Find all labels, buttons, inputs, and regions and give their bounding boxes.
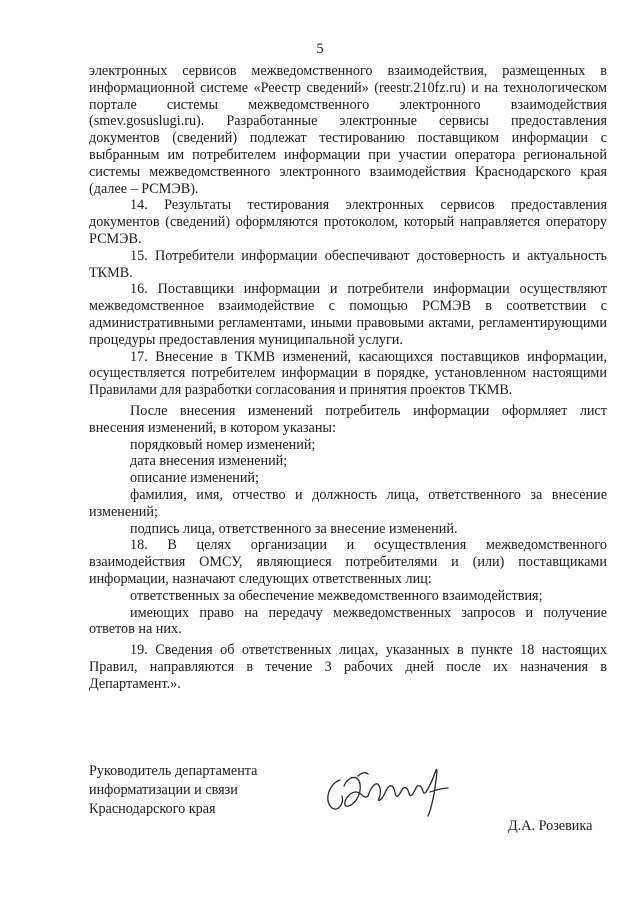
list-item-requests: имеющих право на передачу межведомственных запросов и получение ответов на них. <box>89 604 607 638</box>
list-item-change-date: дата внесения изменений; <box>130 453 288 470</box>
signer-name: Д.А. Розевика <box>508 818 593 834</box>
paragraph-continuation: электронных сервисов межведомственного взаимодействия, размещенных в информационной системе «Реестр сведений» (reestr.210fz.ru) и на технологическом портале системы межведомственного электронного взаимодействия (smev.gosuslugi.ru). Разработанные электронные сервисы предоставления документов (сведений) подлежат тестированию поставщиком информации с выбранным им потребителем информации при участии оператора региональной системы межведомственного электронного взаимодействия Краснодарского края (далее – РСМЭВ). <box>89 63 607 197</box>
paragraph-18: 18. В целях организации и осуществления межведомственного взаимодействия ОМСУ, являющиеся потребителями и (или) поставщиками информации, назначают следующих ответственных лиц: <box>89 537 607 587</box>
page-number: 5 <box>316 41 324 57</box>
paragraph-17: 17. Внесение в ТКМВ изменений, касающихся поставщиков информации, осуществляется потребителем информации в порядке, установленном настоящими Правилами для разработки согласования и принятия проектов ТКМВ. <box>89 348 607 399</box>
paragraph-14: 14. Результаты тестирования электронных сервисов предоставления документов (сведений) оформляются протоколом, который направляется оператору РСМЭВ. <box>89 197 607 247</box>
signer-position-line: Краснодарского края <box>89 801 216 817</box>
signer-position-line: информатизации и связи <box>89 782 238 798</box>
signer-position-line: Руководитель департамента <box>89 763 258 779</box>
paragraph-16: 16. Поставщики информации и потребители информации осуществляют межведомственное взаимодействие с помощью РСМЭВ в соответствии с административными регламентами, иными правовыми актами, регламентирующими процедуры предоставления муниципальной услуги. <box>89 281 607 348</box>
list-item-change-number: порядковый номер изменений; <box>130 436 316 453</box>
paragraph-15: 15. Потребители информации обеспечивают достоверность и актуальность ТКМВ. <box>89 247 607 281</box>
list-item-interaction: ответственных за обеспечение межведомственного взаимодействия; <box>130 587 543 604</box>
list-item-change-description: описание изменений; <box>130 470 259 487</box>
list-item-responsible-person: фамилия, имя, отчество и должность лица, ответственного за внесение изменений; <box>89 486 607 520</box>
signer-position <box>89 762 257 819</box>
paragraph-change-sheet: После внесения изменений потребитель информации оформляет лист внесения изменений, в котором указаны: <box>89 402 607 436</box>
paragraph-19: 19. Сведения об ответственных лицах, указанных в пункте 18 настоящих Правил, направляются в течение 3 рабочих дней после их назначения в Департамент.». <box>89 642 607 692</box>
handwritten-signature <box>318 762 458 820</box>
document-body <box>89 63 607 692</box>
list-item-signature: подпись лица, ответственного за внесение изменений. <box>130 520 458 537</box>
